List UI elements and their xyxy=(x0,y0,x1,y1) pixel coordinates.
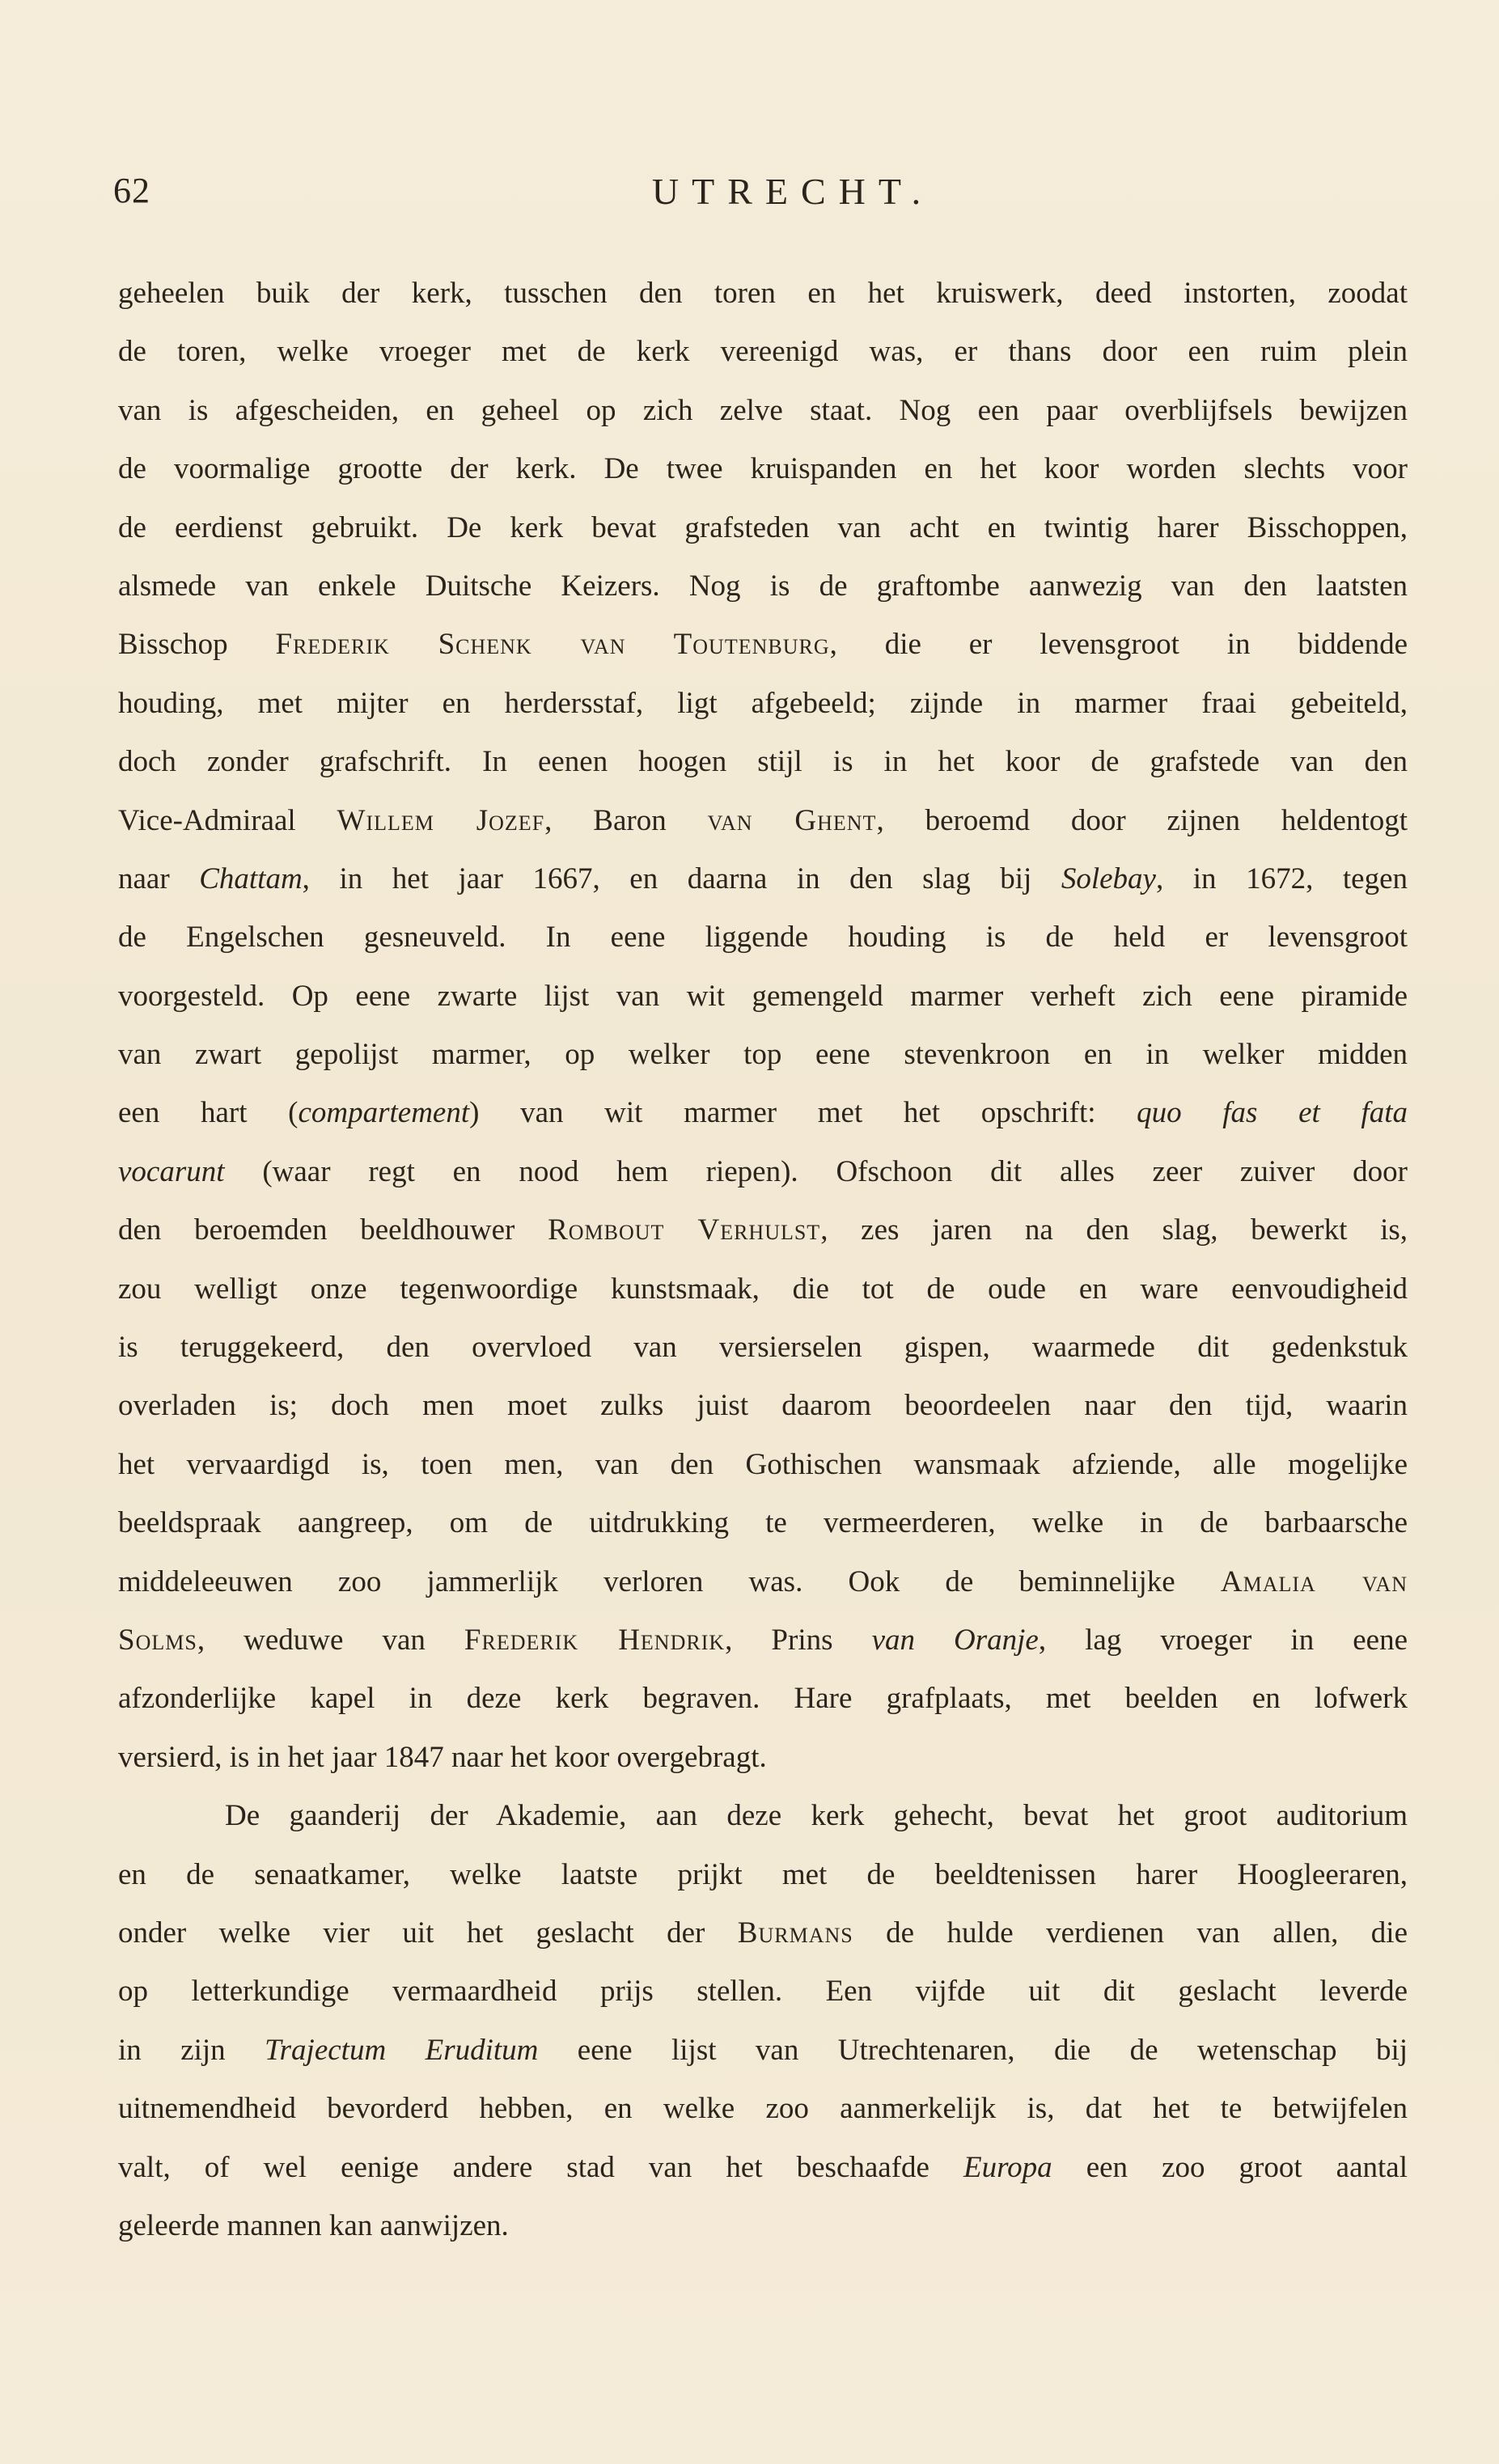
person-name: Frederik Schenk van Toutenburg xyxy=(275,628,830,662)
person-name: Frederik Hendrik xyxy=(464,1623,726,1657)
person-name: Rombout Verhulst xyxy=(548,1213,821,1247)
text-line: een hart (compartement) van wit marmer met het opschrift: quo fas et fata xyxy=(118,1096,1408,1130)
text-line: en de senaatkamer, welke laatste prijkt met de beeldtenissen harer Hoogleeraren, xyxy=(118,1857,1408,1891)
text-line: overladen is; doch men moet zulks juist daarom beoordeelen naar den tijd, waarin xyxy=(118,1389,1408,1423)
text-line: uitnemendheid bevorderd hebben, en welke zoo aanmerkelijk is, dat het te betwijfelen xyxy=(118,2092,1408,2126)
text-line: van is afgescheiden, en geheel op zich zelve staat. Nog een paar overblijfsels bewijzen xyxy=(118,393,1408,427)
text-line: naar Chattam, in het jaar 1667, en daarna in den slag bij Solebay, in 1672, tegen xyxy=(118,862,1408,895)
place-name: Chattam xyxy=(199,862,303,895)
text-line: van zwart gepolijst marmer, op welker top eene stevenkroon en in welker midden xyxy=(118,1038,1408,1072)
person-name: Amalia van xyxy=(1220,1564,1408,1598)
page-number: 62 xyxy=(113,171,150,210)
text-line: onder welke vier uit het geslacht der Burmans de hulde verdienen van allen, die xyxy=(118,1916,1408,1950)
text-line: Bisschop Frederik Schenk van Toutenburg, die er levensgroot in biddende xyxy=(118,628,1408,662)
text-line: De gaanderij der Akademie, aan deze kerk gehecht, bevat het groot auditorium xyxy=(225,1799,1408,1833)
text-line: het vervaardigd is, toen men, van den Gothischen wansmaak afziende, alle mogelijke xyxy=(118,1447,1408,1481)
person-name: Solms xyxy=(118,1623,197,1657)
text-line: in zijn Trajectum Eruditum eene lijst van Utrechtenaren, die de wetenschap bij xyxy=(118,2033,1408,2067)
book-title: Trajectum Eruditum xyxy=(265,2033,539,2067)
latin-inscription: quo fas et fata xyxy=(1137,1096,1408,1130)
text-line: de toren, welke vroeger met de kerk vereenigd was, er thans door een ruim plein xyxy=(118,335,1408,369)
text-line: houding, met mijter en herdersstaf, ligt afgebeeld; zijnde in marmer fraai gebeiteld, xyxy=(118,686,1408,720)
text-line: is teruggekeerd, den overvloed van versierselen gispen, waarmede dit gedenkstuk xyxy=(118,1331,1408,1365)
text-line: alsmede van enkele Duitsche Keizers. Nog is de graftombe aanwezig van den laatsten xyxy=(118,569,1408,603)
paragraph-2 xyxy=(118,1787,1408,2255)
running-head: UTRECHT. xyxy=(651,171,934,212)
person-name: van Ghent xyxy=(707,803,877,837)
text-line: de eerdienst gebruikt. De kerk bevat grafsteden van acht en twintig harer Bisschoppen, xyxy=(118,510,1408,544)
text-line: Vice-Admiraal Willem Jozef, Baron van Ghent, beroemd door zijnen heldentogt xyxy=(118,803,1408,837)
text-line: geheelen buik der kerk, tusschen den toren en het kruiswerk, deed instorten, zoodat xyxy=(118,277,1408,310)
person-name: Willem Jozef xyxy=(337,803,545,837)
text-line: geleerde mannen kan aanwijzen. xyxy=(118,2208,509,2242)
text-line: voorgesteld. Op eene zwarte lijst van wit gemengeld marmer verheft zich eene piramide xyxy=(118,979,1408,1013)
text-line: de Engelschen gesneuveld. In eene liggende houding is de held er levensgroot xyxy=(118,921,1408,955)
title-name: van Oranje xyxy=(871,1623,1039,1657)
text-line: de voormalige grootte der kerk. De twee kruispanden en het koor worden slechts voor xyxy=(118,452,1408,486)
body-text xyxy=(118,265,1408,2255)
text-line: zou welligt onze tegenwoordige kunstsmaak, die tot de oude en ware eenvoudigheid xyxy=(118,1272,1408,1306)
latin-inscription: vocarunt xyxy=(118,1154,225,1188)
text-line: versierd, is in het jaar 1847 naar het koor overgebragt. xyxy=(118,1740,767,1774)
place-name: Europa xyxy=(963,2150,1052,2184)
text-line: doch zonder grafschrift. In eenen hoogen stijl is in het koor de grafstede van den xyxy=(118,745,1408,779)
text-line: vocarunt (waar regt en nood hem riepen). Ofschoon dit alles zeer zuiver door xyxy=(118,1154,1408,1188)
text-line: beeldspraak aangreep, om de uitdrukking te vermeerderen, welke in de barbaarsche xyxy=(118,1506,1408,1540)
text-line: valt, of wel eenige andere stad van het beschaafde Europa een zoo groot aantal xyxy=(118,2150,1408,2184)
text-line: afzonderlijke kapel in deze kerk begraven. Hare grafplaats, met beelden en lofwerk xyxy=(118,1682,1408,1716)
text-line: Solms, weduwe van Frederik Hendrik, Prins van Oranje, lag vroeger in eene xyxy=(118,1623,1408,1657)
text-line: op letterkundige vermaardheid prijs stellen. Een vijfde uit dit geslacht leverde xyxy=(118,1975,1408,2009)
text-line: middeleeuwen zoo jammerlijk verloren was. Ook de beminnelijke Amalia van xyxy=(118,1564,1408,1598)
person-name: Burmans xyxy=(737,1916,853,1950)
italic-term: compartement xyxy=(298,1096,470,1130)
page-header xyxy=(113,170,1416,218)
place-name: Solebay xyxy=(1061,862,1156,895)
text-line: den beroemden beeldhouwer Rombout Verhulst, zes jaren na den slag, bewerkt is, xyxy=(118,1213,1408,1247)
paragraph-1 xyxy=(118,265,1408,1787)
